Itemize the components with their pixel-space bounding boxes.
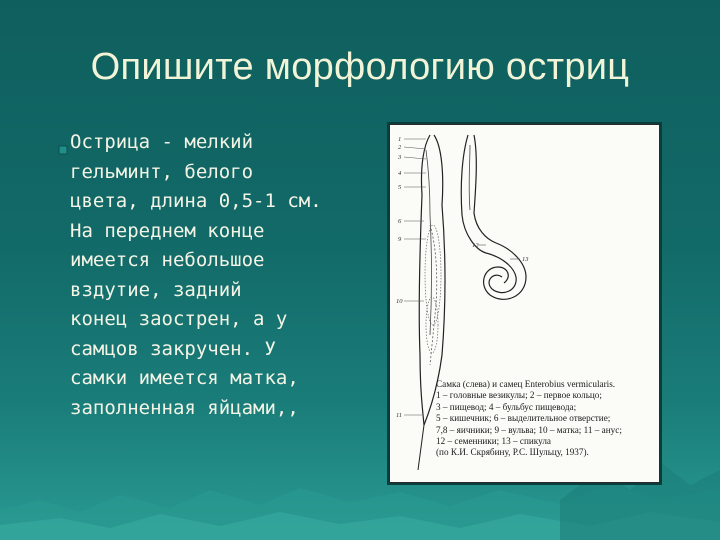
body-text: Острица - мелкий гельминт, белого цвета, длина 0,5-1 см. На переднем конце имеется небольшое вздутие, задний конец заострен, а у самцов закручен. У самки имеется матка, заполненная яйцами,,: [70, 131, 322, 419]
label-12: 12: [472, 242, 479, 249]
label-13: 13: [522, 256, 529, 263]
label-9: 9: [398, 236, 402, 243]
label-1: 1: [398, 136, 402, 143]
slide-title: Опишите морфологию остриц: [90, 46, 630, 88]
label-3: 3: [398, 154, 402, 161]
label-4: 4: [398, 170, 402, 177]
label-10: 10: [396, 298, 403, 305]
square-bullet-icon: [56, 143, 70, 157]
label-5: 5: [398, 184, 402, 191]
figure-caption: Самка (слева) и самец Enterobius vermicularis. 1 – головные везикулы; 2 – первое кольцо; 3 – пищевод; 4 – бульбус пищевода; 5 – кишечник; 6 – выделительное отверстие; 7,8 – яичники; 9 – вульва; 10 – матка; 11 – анус; 12 – семенники; 13 – спикула (по К.И. Скрябину, Р.С. Шульцу, 1937).: [436, 379, 622, 458]
label-6: 6: [398, 218, 402, 225]
label-2: 2: [398, 144, 402, 151]
label-11: 11: [396, 412, 403, 419]
pinworm-figure: [389, 124, 660, 483]
